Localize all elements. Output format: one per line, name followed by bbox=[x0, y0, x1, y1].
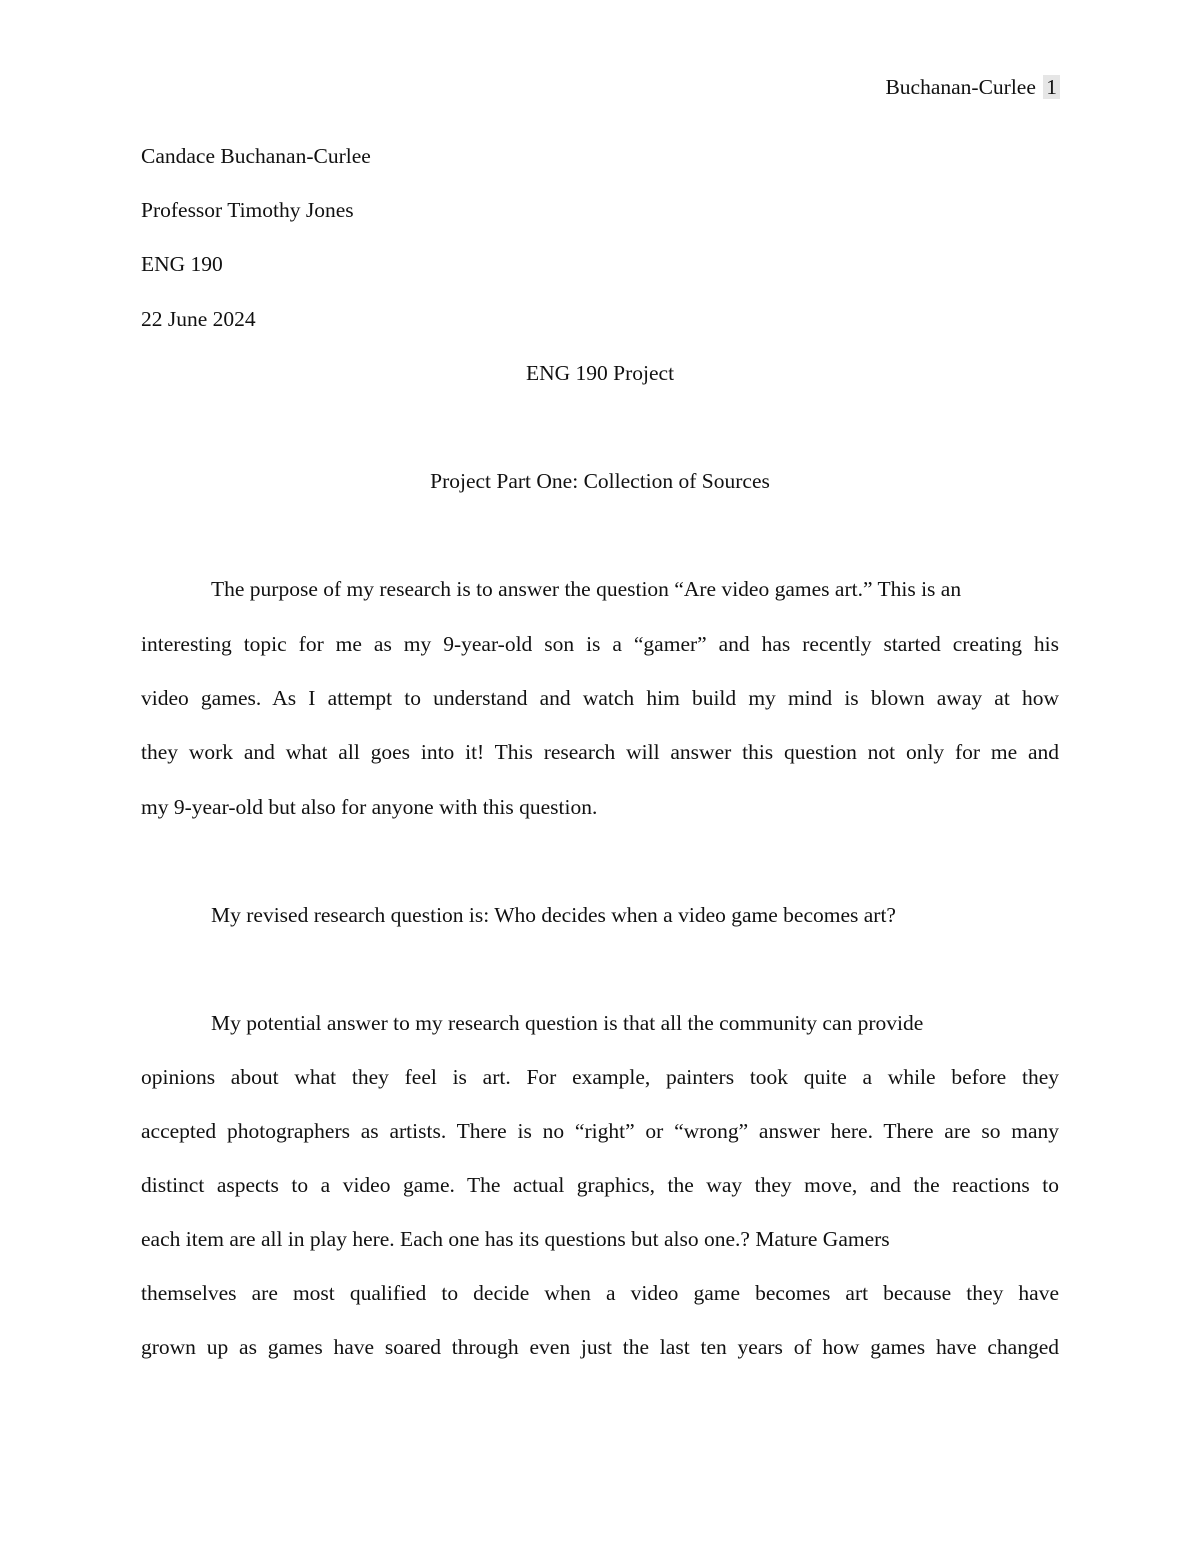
paragraph3-line: opinions about what they feel is art. For example, painters took quite a while before they bbox=[141, 1065, 1059, 1089]
running-head-name: Buchanan-Curlee bbox=[885, 75, 1036, 99]
course-name: ENG 190 bbox=[141, 252, 223, 276]
instructor-name: Professor Timothy Jones bbox=[141, 198, 354, 222]
paragraph1-line: The purpose of my research is to answer the question “Are video games art.” This is an bbox=[211, 577, 962, 601]
paragraph3-line: grown up as games have soared through even just the last ten years of how games have changed bbox=[141, 1335, 1059, 1359]
paragraph1-line: my 9-year-old but also for anyone with this question. bbox=[141, 795, 598, 819]
paragraph3-line: accepted photographers as artists. There is no “right” or “wrong” answer here. There are so many bbox=[141, 1119, 1059, 1143]
paragraph1-line: they work and what all goes into it! This research will answer this question not only for me and bbox=[141, 740, 1059, 764]
paragraph3-line: distinct aspects to a video game. The actual graphics, the way they move, and the reactions to bbox=[141, 1173, 1059, 1197]
paragraph3-line: themselves are most qualified to decide when a video game becomes art because they have bbox=[141, 1281, 1059, 1305]
author-name: Candace Buchanan-Curlee bbox=[141, 144, 371, 168]
paragraph3-line: My potential answer to my research question is that all the community can provide bbox=[211, 1011, 924, 1035]
running-header bbox=[885, 72, 1060, 102]
paragraph1-line: interesting topic for me as my 9-year-old son is a “gamer” and has recently started creating his bbox=[141, 632, 1059, 656]
paragraph2-line: My revised research question is: Who decides when a video game becomes art? bbox=[211, 903, 896, 927]
page-number[interactable]: 1 bbox=[1043, 75, 1060, 99]
paragraph1-line: video games. As I attempt to understand and watch him build my mind is blown away at how bbox=[141, 686, 1059, 710]
paragraph3-line: each item are all in play here. Each one has its questions but also one.? Mature Gamers bbox=[141, 1227, 890, 1251]
document-date: 22 June 2024 bbox=[141, 307, 256, 331]
document-title: ENG 190 Project bbox=[525, 361, 675, 385]
document-subtitle: Project Part One: Collection of Sources bbox=[430, 469, 770, 493]
